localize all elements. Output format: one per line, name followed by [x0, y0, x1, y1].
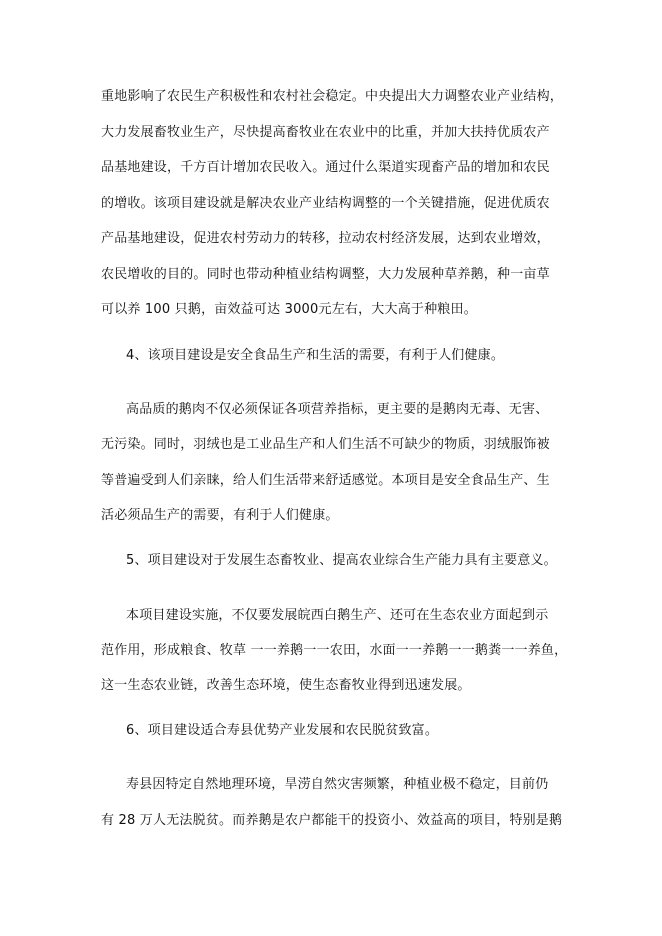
text-line: 大力发展畜牧业生产，尽快提高畜牧业在农业中的比重，并加大扶持优质农产 — [101, 125, 550, 140]
text-line: 的增收。该项目建设就是解决农业产业结构调整的一个关键措施，促进优质农 — [101, 196, 550, 211]
text-line: 农民增收的目的。同时也带动种植业结构调整，大力发展种草养鹅，种一亩草 — [101, 267, 550, 282]
text-line: 本项目建设实施，不仅要发展皖西白鹅生产、还可在生态农业方面起到示 — [126, 608, 549, 623]
section-heading-5: 5、项目建设对于发展生态畜牧业、提高农业综合生产能力具有主要意义。 — [126, 553, 557, 568]
text-line: 等普遍受到人们亲睐，给人们生活带来舒适感觉。本项目是安全食品生产、生 — [101, 473, 550, 488]
text-line: 寿县因特定自然地理环境，旱涝自然灾害频繁，种植业极不稳定，目前仍 — [126, 777, 549, 792]
text-line: 重地影响了农民生产积极性和农村社会稳定。中央提出大力调整农业产业结构， — [101, 89, 564, 104]
text-line: 可以养 100 只鹅，亩效益可达 3000元左右，大大高于种粮田。 — [101, 302, 477, 317]
text-line: 无污染。同时，羽绒也是工业品生产和人们生活不可缺少的物质，羽绒服饰被 — [101, 437, 550, 452]
text-line: 高品质的鹅肉不仅必须保证各项营养指标，更主要的是鹅肉无毒、无害、 — [126, 402, 549, 417]
text-line: 有 28 万人无法脱贫。而养鹅是农户都能干的投资小、效益高的项目，特别是鹅 — [101, 813, 563, 828]
text-line: 活必须品生产的需要，有利于人们健康。 — [101, 508, 339, 523]
text-line: 产品基地建设，促进农村劳动力的转移，拉动农村经济发展，达到农业增效， — [101, 231, 550, 246]
text-line: 范作用，形成粮食、牧草 一一养鹅一一农田，水面一一养鹅一一鹅粪一一养鱼， — [101, 643, 568, 658]
text-line: 这一生态农业链，改善生态环境，使生态畜牧业得到迅速发展。 — [101, 678, 471, 693]
section-heading-6: 6、项目建设适合寿县优势产业发展和农民脱贫致富。 — [126, 723, 439, 738]
text-line: 品基地建设，千方百计增加农民收入。通过什么渠道实现畜产品的增加和农民 — [101, 160, 550, 175]
section-heading-4: 4、该项目建设是安全食品生产和生活的需要，有利于人们健康。 — [126, 348, 505, 363]
